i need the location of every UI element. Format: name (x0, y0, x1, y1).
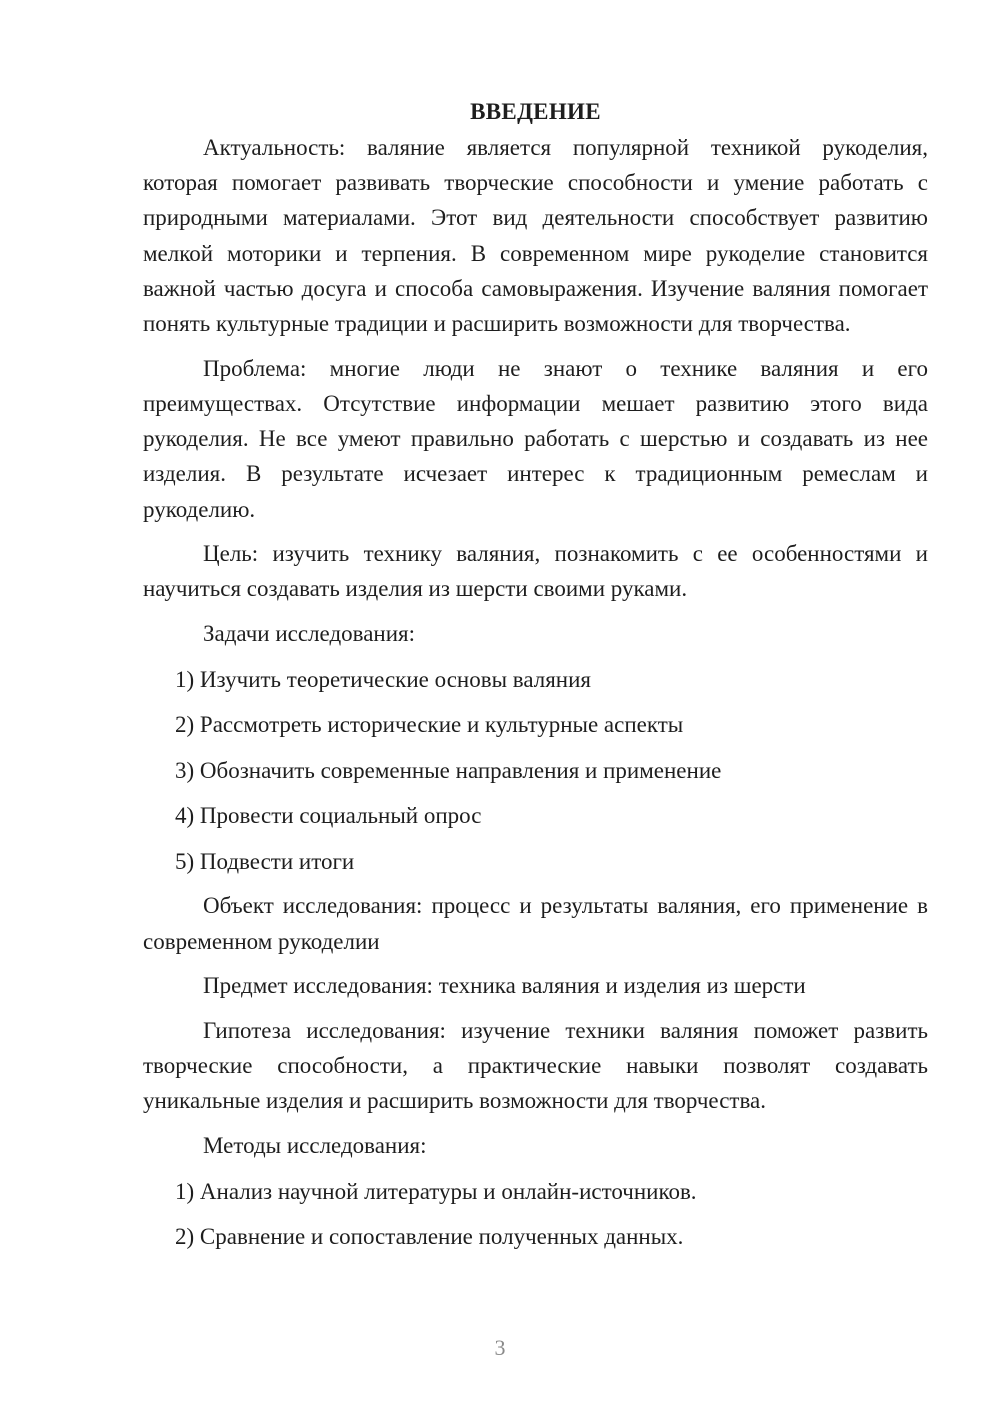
relevance-paragraph: Актуальность: валяние является популярной техникой рукоделия, которая помогает развивать творческие способности и умение работать с природными материалами. Этот вид деятельности способствует развитию мелкой моторики и терпения. В современном мире рукоделие становится важной частью досуга и способа самовыражения. Изучение валяния помогает понять культурные традиции и расширить возможности для творчества. (143, 135, 928, 337)
goal-paragraph: Цель: изучить технику валяния, познакомить с ее особенностями и научиться создавать изделия из шерсти своими руками. (143, 541, 928, 602)
subject-paragraph: Предмет исследования: техника валяния и изделия из шерсти (203, 973, 806, 999)
object-paragraph: Объект исследования: процесс и результаты валяния, его применение в современном рукоделии (143, 893, 928, 954)
tasks-heading: Задачи исследования: (203, 621, 416, 647)
page-number: 3 (494, 1335, 506, 1360)
methods-list (143, 1174, 928, 1255)
list-item: 3) Обозначить современные направления и применение (175, 757, 722, 783)
methods-heading: Методы исследования: (203, 1133, 427, 1159)
tasks-list (143, 662, 928, 879)
list-item: 2) Рассмотреть исторические и культурные аспекты (175, 712, 684, 738)
list-item: 1) Изучить теоретические основы валяния (175, 666, 591, 692)
hypothesis-paragraph: Гипотеза исследования: изучение техники валяния поможет развить творческие способности, а практические навыки позволят создавать уникальные изделия и расширить возможности для творчества. (143, 1017, 928, 1114)
list-item: 5) Подвести итоги (175, 848, 355, 874)
list-item: 1) Анализ научной литературы и онлайн-источников. (175, 1178, 697, 1204)
list-item: 2) Сравнение и сопоставление полученных данных. (175, 1224, 684, 1250)
problem-paragraph: Проблема: многие люди не знают о технике валяния и его преимуществах. Отсутствие информации мешает развитию этого вида рукоделия. Не все умеют правильно работать с шерстью и создавать из нее изделия. В результате исчезает интерес к традиционным ремеслам и рукоделию. (143, 355, 928, 522)
page-title: ВВЕДЕНИЕ (470, 99, 601, 124)
list-item: 4) Провести социальный опрос (175, 803, 482, 829)
page-content (143, 94, 928, 1254)
